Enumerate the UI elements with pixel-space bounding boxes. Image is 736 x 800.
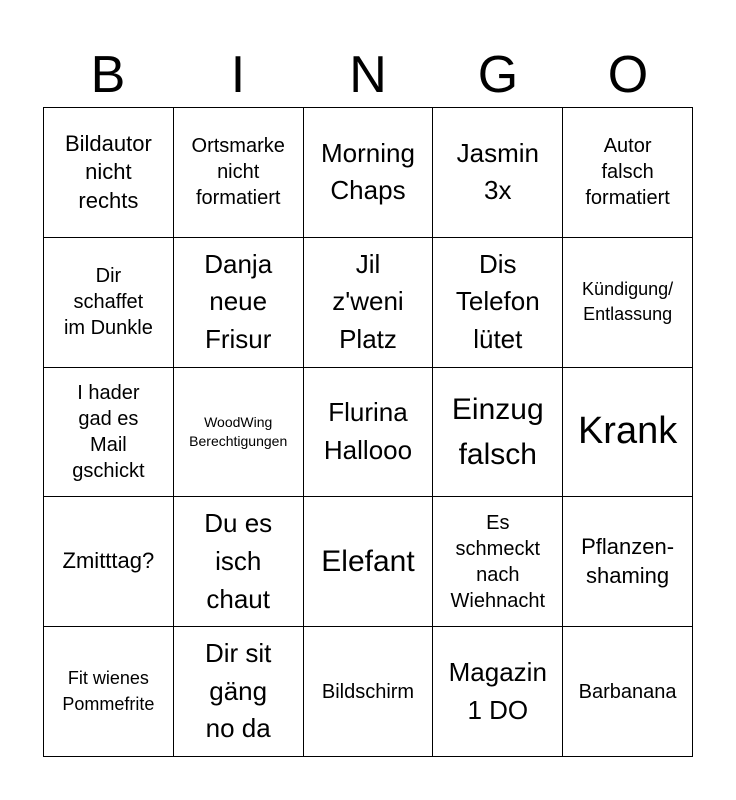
bingo-cell[interactable]: Dir sit gäng no da bbox=[174, 627, 304, 757]
bingo-cell[interactable]: Zmitttag? bbox=[44, 497, 174, 627]
header-letter-b: B bbox=[90, 46, 126, 104]
bingo-cell[interactable]: Bildautor nicht rechts bbox=[44, 108, 174, 238]
bingo-cell[interactable]: Jasmin 3x bbox=[433, 108, 563, 238]
header-letter-i: I bbox=[230, 46, 246, 104]
header-letter-g: G bbox=[477, 46, 519, 104]
bingo-cell[interactable]: Bildschirm bbox=[304, 627, 434, 757]
bingo-cell[interactable]: Magazin 1 DO bbox=[433, 627, 563, 757]
bingo-cell[interactable]: Autor falsch formatiert bbox=[563, 108, 693, 238]
header-letter-o: O bbox=[607, 46, 649, 104]
header-letter-n: N bbox=[349, 46, 387, 104]
bingo-cell[interactable]: Kündigung/ Entlassung bbox=[563, 238, 693, 368]
bingo-cell[interactable]: Danja neue Frisur bbox=[174, 238, 304, 368]
bingo-cell[interactable]: Morning Chaps bbox=[304, 108, 434, 238]
bingo-cell[interactable]: Pflanzen- shaming bbox=[563, 497, 693, 627]
bingo-cell[interactable]: Du es isch chaut bbox=[174, 497, 304, 627]
bingo-cell[interactable]: Flurina Hallooo bbox=[304, 368, 434, 498]
bingo-cell[interactable]: WoodWing Berechtigungen bbox=[174, 368, 304, 498]
bingo-cell[interactable]: Elefant bbox=[304, 497, 434, 627]
bingo-cell[interactable]: Barbanana bbox=[563, 627, 693, 757]
bingo-cell[interactable]: Es schmeckt nach Wiehnacht bbox=[433, 497, 563, 627]
bingo-cell[interactable]: Jil z'weni Platz bbox=[304, 238, 434, 368]
bingo-cell[interactable]: Fit wienes Pommefrite bbox=[44, 627, 174, 757]
bingo-cell[interactable]: Einzug falsch bbox=[433, 368, 563, 498]
bingo-board bbox=[43, 107, 693, 757]
bingo-cell[interactable]: Krank bbox=[563, 368, 693, 498]
bingo-cell[interactable]: I hader gad es Mail gschickt bbox=[44, 368, 174, 498]
bingo-header bbox=[43, 45, 693, 105]
bingo-cell[interactable]: Ortsmarke nicht formatiert bbox=[174, 108, 304, 238]
bingo-cell[interactable]: Dis Telefon lütet bbox=[433, 238, 563, 368]
bingo-cell[interactable]: Dir schaffet im Dunkle bbox=[44, 238, 174, 368]
